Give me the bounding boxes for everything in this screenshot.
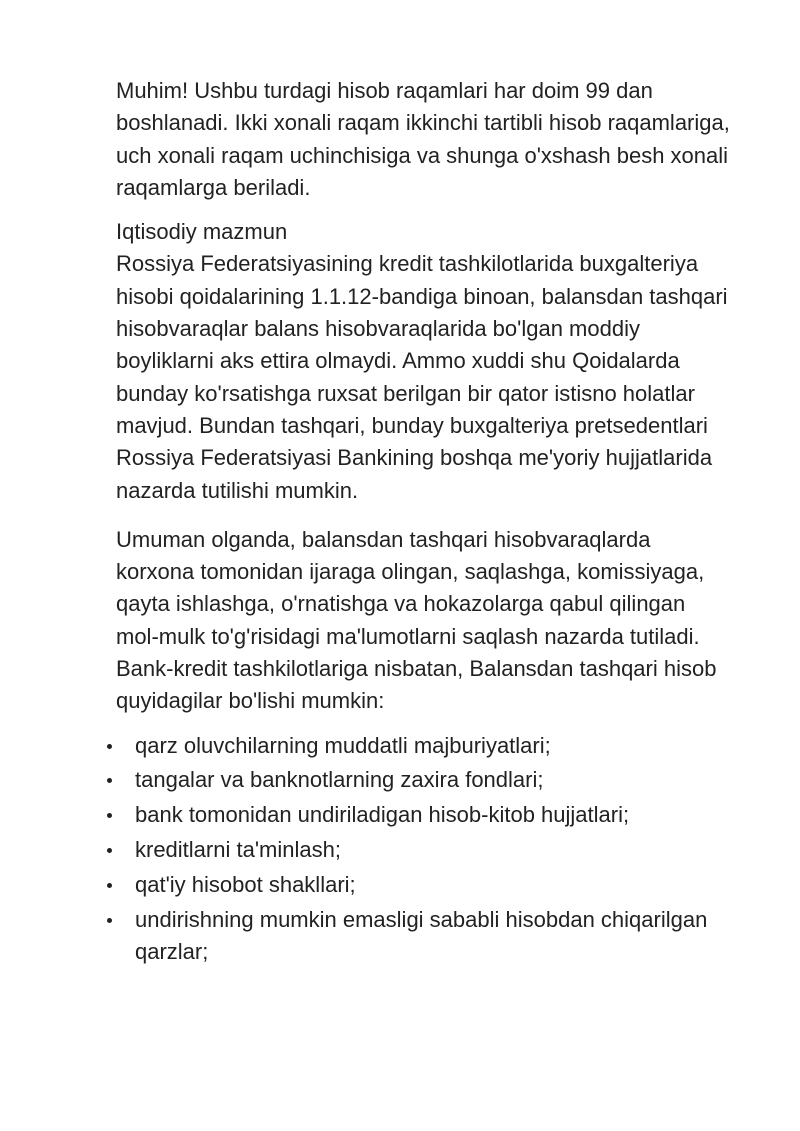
- list-item-text: qarz oluvchilarning muddatli majburiyatlari;: [135, 732, 551, 758]
- list-item-text: kreditlarni ta'minlash;: [135, 837, 341, 863]
- bullet-list: [116, 730, 730, 969]
- section-block: [116, 216, 730, 507]
- list-item-text: tangalar va banknotlarning zaxira fondlari;: [135, 767, 544, 793]
- list-item: [116, 834, 730, 866]
- bullet-icon: [107, 918, 112, 923]
- intro-paragraph: Muhim! Ushbu turdagi hisob raqamlari har doim 99 dan boshlanadi. Ikki xonali raqam ikkinchi tartibli hisob raqamlariga, uch xonali raqam uchinchisiga va shunga o'xshash besh xonali raqamlarga beriladi.: [116, 78, 730, 200]
- body-paragraph-1: Rossiya Federatsiyasining kredit tashkilotlarida buxgalteriya hisobi qoidalarining 1.1.12-bandiga binoan, balansdan tashqari hisobvaraqlar balans hisobvaraqlarida bo'lgan moddiy boyliklarni aks ettira olmaydi. Ammo xuddi shu Qoidalarda bunday ko'rsatishga ruxsat berilgan bir qator istisno holatlar mavjud. Bundan tashqari, bunday buxgalteriya pretsedentlari Rossiya Federatsiyasi Bankining boshqa me'yoriy hujjatlarida nazarda tutilishi mumkin.: [116, 251, 728, 503]
- list-item: [116, 730, 730, 762]
- list-item: [116, 764, 730, 796]
- list-item-text: qat'iy hisobot shakllari;: [135, 871, 356, 897]
- section-heading: Iqtisodiy mazmun: [116, 219, 288, 245]
- list-item: [116, 799, 730, 831]
- list-item-text: undirishning mumkin emasligi sababli hisobdan chiqarilgan qarzlar;: [135, 906, 708, 964]
- bullet-icon: [107, 744, 112, 749]
- body-paragraph-2: Umuman olganda, balansdan tashqari hisobvaraqlarda korxona tomonidan ijaraga olingan, saqlashga, komissiyaga, qayta ishlashga, o'rnatishga va hokazolarga qabul qilingan mol-mulk to'g'risidagi ma'lumotlarni saqlash nazarda tutiladi. Bank-kredit tashkilotlariga nisbatan, Balansdan tashqari hisob quyidagilar bo'lishi mumkin:: [116, 526, 717, 714]
- list-item-text: bank tomonidan undiriladigan hisob-kitob hujjatlari;: [135, 802, 630, 828]
- bullet-icon: [107, 813, 112, 818]
- list-item: [116, 869, 730, 901]
- bullet-icon: [107, 848, 112, 853]
- list-item: [116, 904, 730, 969]
- bullet-icon: [107, 778, 112, 783]
- bullet-icon: [107, 883, 112, 888]
